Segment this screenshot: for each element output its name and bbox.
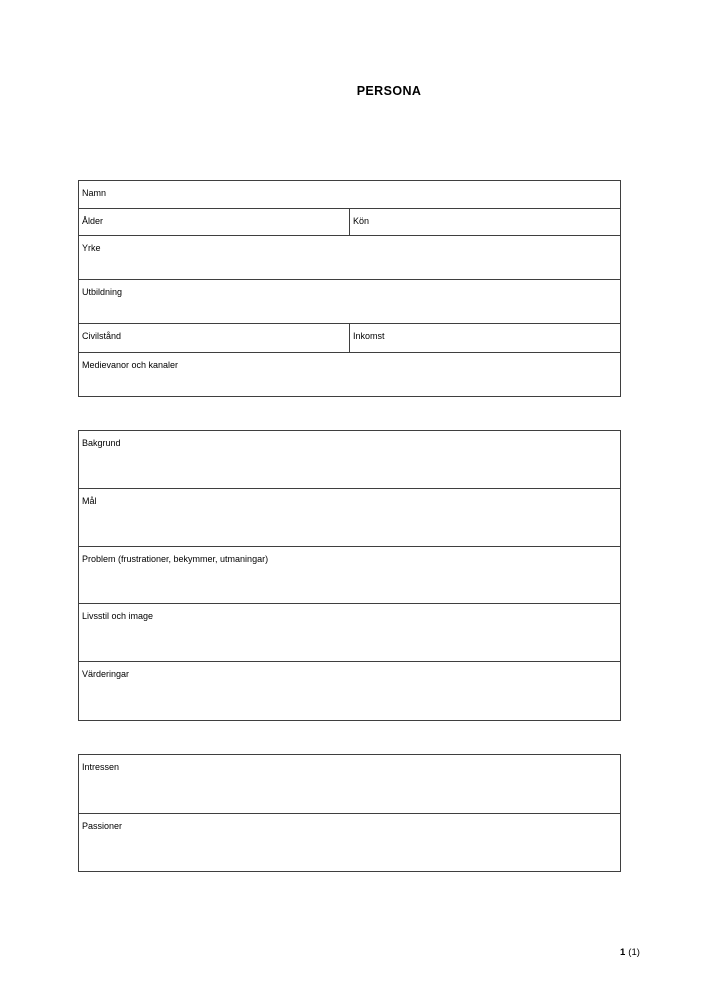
passioner-field[interactable] [79, 814, 620, 871]
table-row [79, 323, 620, 352]
table-row [79, 488, 620, 546]
medievanor-field[interactable] [79, 353, 620, 396]
mal-field[interactable] [79, 489, 620, 546]
yrke-label: Yrke [82, 243, 101, 253]
table-row [79, 431, 620, 488]
inkomst-field[interactable] [349, 324, 620, 352]
namn-field[interactable] [79, 181, 620, 208]
intressen-field[interactable] [79, 755, 620, 813]
table-row [79, 235, 620, 279]
livsstil-label: Livsstil och image [82, 611, 154, 621]
varderingar-field[interactable] [79, 662, 620, 720]
utbildning-field[interactable] [79, 280, 620, 323]
intressen-label: Intressen [82, 762, 120, 772]
kon-field[interactable] [349, 209, 620, 235]
bakgrund-field[interactable] [79, 431, 620, 488]
page-number-current: 1 [620, 947, 626, 958]
page-number [620, 947, 640, 959]
medievanor-label: Medievanor och kanaler [82, 360, 179, 370]
table-row [79, 661, 620, 720]
demographics-table [78, 180, 621, 397]
kon-label: Kön [353, 216, 370, 226]
yrke-field[interactable] [79, 236, 620, 279]
varderingar-label: Värderingar [82, 669, 130, 679]
table-row [79, 208, 620, 235]
livsstil-field[interactable] [79, 604, 620, 661]
problem-label: Problem (frustrationer, bekymmer, utmaningar) [82, 554, 269, 564]
table-row [79, 755, 620, 813]
table-row [79, 279, 620, 323]
inkomst-label: Inkomst [353, 331, 385, 341]
bakgrund-label: Bakgrund [82, 438, 121, 448]
table-row [79, 603, 620, 661]
psychographics-table [78, 430, 621, 721]
table-row [79, 546, 620, 603]
table-row [79, 181, 620, 208]
alder-label: Ålder [82, 216, 104, 226]
interests-table [78, 754, 621, 872]
civilstand-field[interactable] [79, 324, 349, 352]
problem-field[interactable] [79, 547, 620, 603]
alder-field[interactable] [79, 209, 349, 235]
mal-label: Mål [82, 496, 97, 506]
table-row [79, 813, 620, 871]
utbildning-label: Utbildning [82, 287, 123, 297]
page-title: PERSONA [356, 84, 422, 98]
passioner-label: Passioner [82, 821, 123, 831]
namn-label: Namn [82, 188, 107, 198]
page-number-total: (1) [628, 947, 640, 958]
civilstand-label: Civilstånd [82, 331, 122, 341]
table-row [79, 352, 620, 396]
